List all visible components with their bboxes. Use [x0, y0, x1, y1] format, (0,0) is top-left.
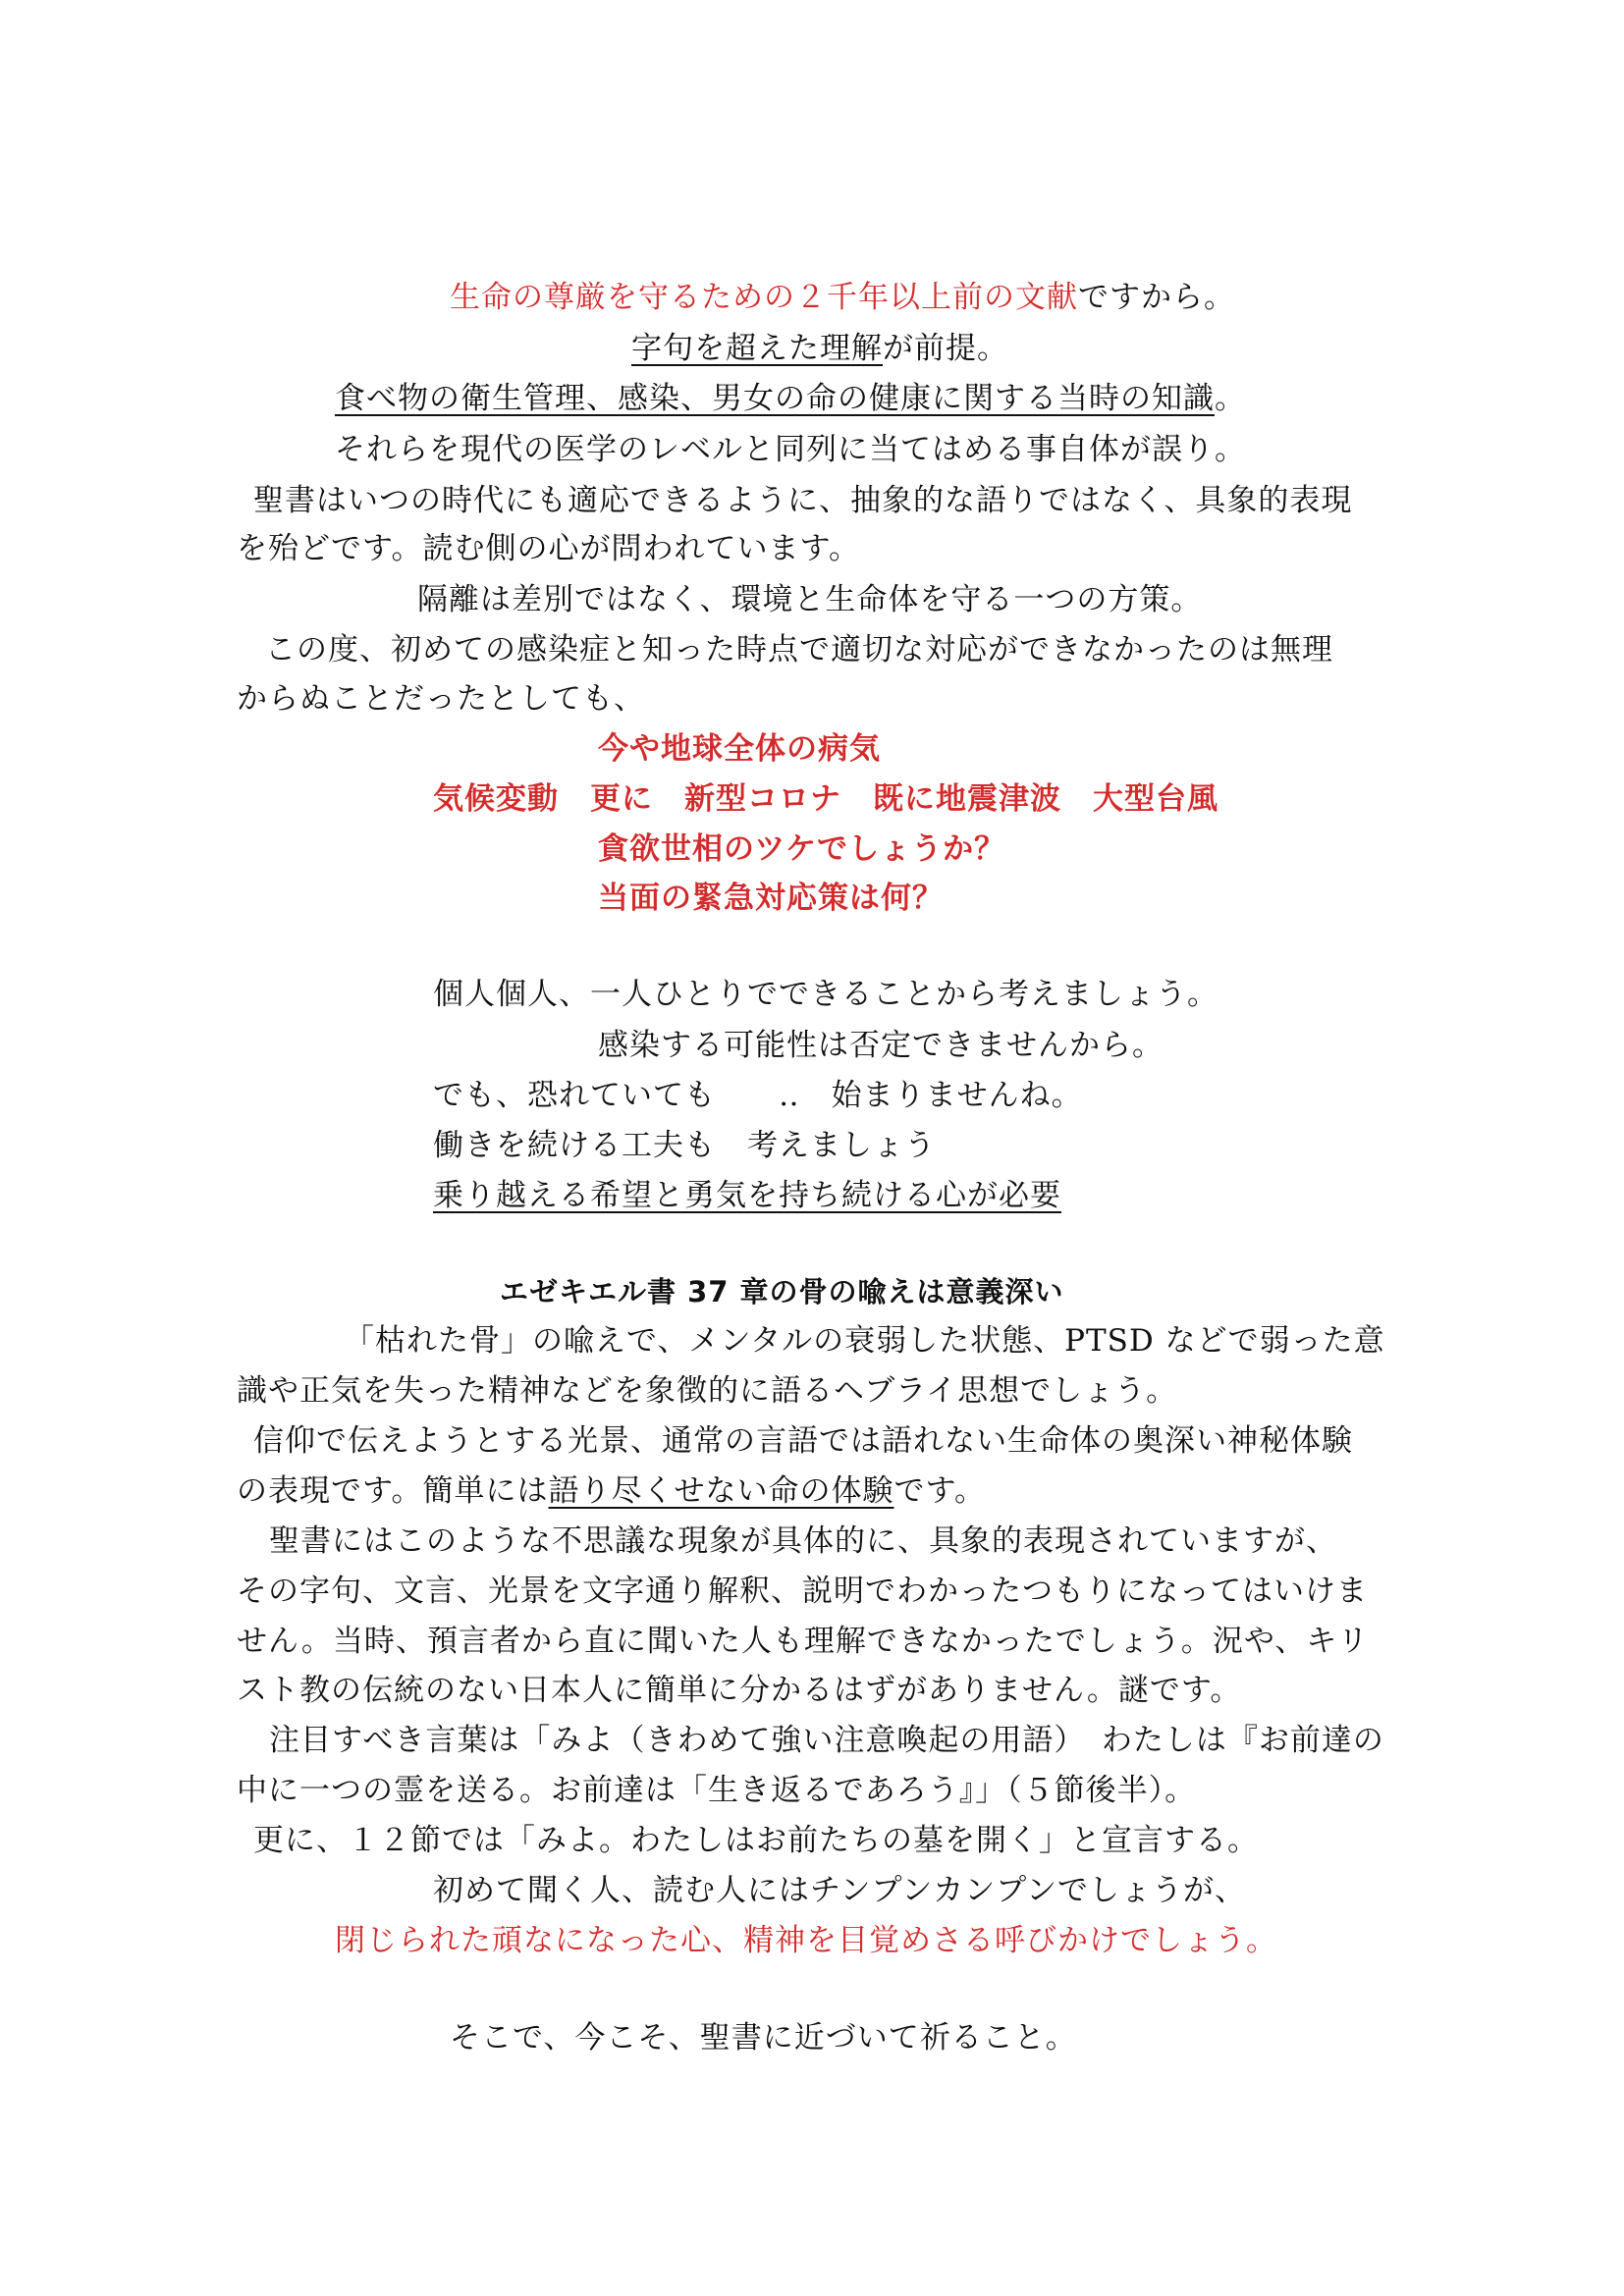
line-18: [237, 1469, 986, 1513]
line-13: 働きを続ける工夫も 考えましょう: [433, 1128, 936, 1163]
line-9: からぬことだったとしても、: [237, 681, 645, 717]
emphasis-line-1: 今や地球全体の病気: [598, 731, 881, 767]
line-2: [631, 327, 1008, 370]
line-17: 信仰で伝えようとする光景、通常の言語では語れない生命体の奥深い神秘体験: [253, 1423, 1353, 1459]
line-22: スト教の伝統のない日本人に簡単に分かるはずがありません。謎です。: [237, 1673, 1242, 1708]
line-27: 閉じられた頑なになった心、精神を目覚めさる呼びかけでしょう。: [335, 1923, 1277, 1958]
line-12: でも、恐れていても ‥ 始まりませんね。: [433, 1078, 1083, 1113]
line-20: その字句、文言、光景を文字通り解釈、説明でわかったつもりになってはいけま: [237, 1574, 1368, 1609]
line-8: この度、初めての感染症と知った時点で適切な対応ができなかったのは無理: [265, 632, 1333, 667]
line-text: 。: [1215, 381, 1246, 416]
underlined-text: 語り尽くせない命の体験: [548, 1473, 894, 1509]
line-25: 更に、１２節では「みよ。わたしはお前たちの墓を開く」と宣言する。: [253, 1823, 1259, 1858]
line-10: 個人個人、一人ひとりでできることから考えましょう。: [433, 977, 1218, 1012]
emphasis-line-3: 貪欲世相のツケでしょうか？: [598, 831, 1006, 867]
line-4: それらを現代の医学のレベルと同列に当てはめる事自体が誤り。: [335, 432, 1246, 467]
line-23: 注目すべき言葉は「みよ（きわめて強い注意喚起の用語） わたしは『お前達の: [269, 1723, 1384, 1758]
emphasis-line-4: 当面の緊急対応策は何？: [598, 881, 944, 916]
line-28: そこで、今こそ、聖書に近づいて祈ること。: [450, 2020, 1077, 2056]
line-text: ですから。: [1078, 280, 1235, 315]
line-1: [450, 276, 1235, 319]
line-14: [433, 1174, 1061, 1217]
line-3: [335, 377, 1246, 420]
underlined-text: 字句を超えた理解: [631, 331, 883, 366]
line-11: 感染する可能性は否定できませんから。: [598, 1028, 1164, 1063]
section-heading: エゼキエル書 37 章の骨の喩えは意義深い: [500, 1275, 1064, 1308]
line-15: 「枯れた骨」の喩えで、メンタルの衰弱した状態、PTSD などで弱った意: [344, 1323, 1385, 1359]
line-24: 中に一つの霊を送る。お前達は「生き返るであろう』」（５節後半）。: [237, 1773, 1197, 1808]
line-26: 初めて聞く人、読む人にはチンプンカンプンでしょうが、: [433, 1873, 1246, 1908]
underlined-text: 食べ物の衛生管理、感染、男女の命の健康に関する当時の知識: [335, 381, 1215, 416]
line-7: 隔離は差別ではなく、環境と生命体を守る一つの方策。: [417, 582, 1203, 617]
highlight-text: 生命の尊厳を守るための２千年以上前の文献: [450, 280, 1078, 315]
underlined-text: 乗り越える希望と勇気を持ち続ける心が必要: [433, 1178, 1061, 1213]
line-19: 聖書にはこのような不思議な現象が具体的に、具象的表現されていますが、: [269, 1523, 1337, 1559]
line-text: が前提。: [883, 331, 1008, 366]
line-text: です。: [893, 1473, 987, 1509]
emphasis-line-2: 気候変動 更に 新型コロナ 既に地震津波 大型台風: [433, 781, 1218, 817]
line-6: を殆どです。読む側の心が問われています。: [237, 531, 861, 566]
line-5: 聖書はいつの時代にも適応できるように、抽象的な語りではなく、具象的表現: [253, 483, 1353, 518]
line-21: せん。当時、預言者から直に聞いた人も理解できなかったでしょう。況や、キリ: [237, 1624, 1370, 1659]
line-text: の表現です。簡単には: [237, 1473, 549, 1509]
line-16: 識や正気を失った精神などを象徴的に語るヘブライ思想でしょう。: [237, 1373, 1178, 1409]
